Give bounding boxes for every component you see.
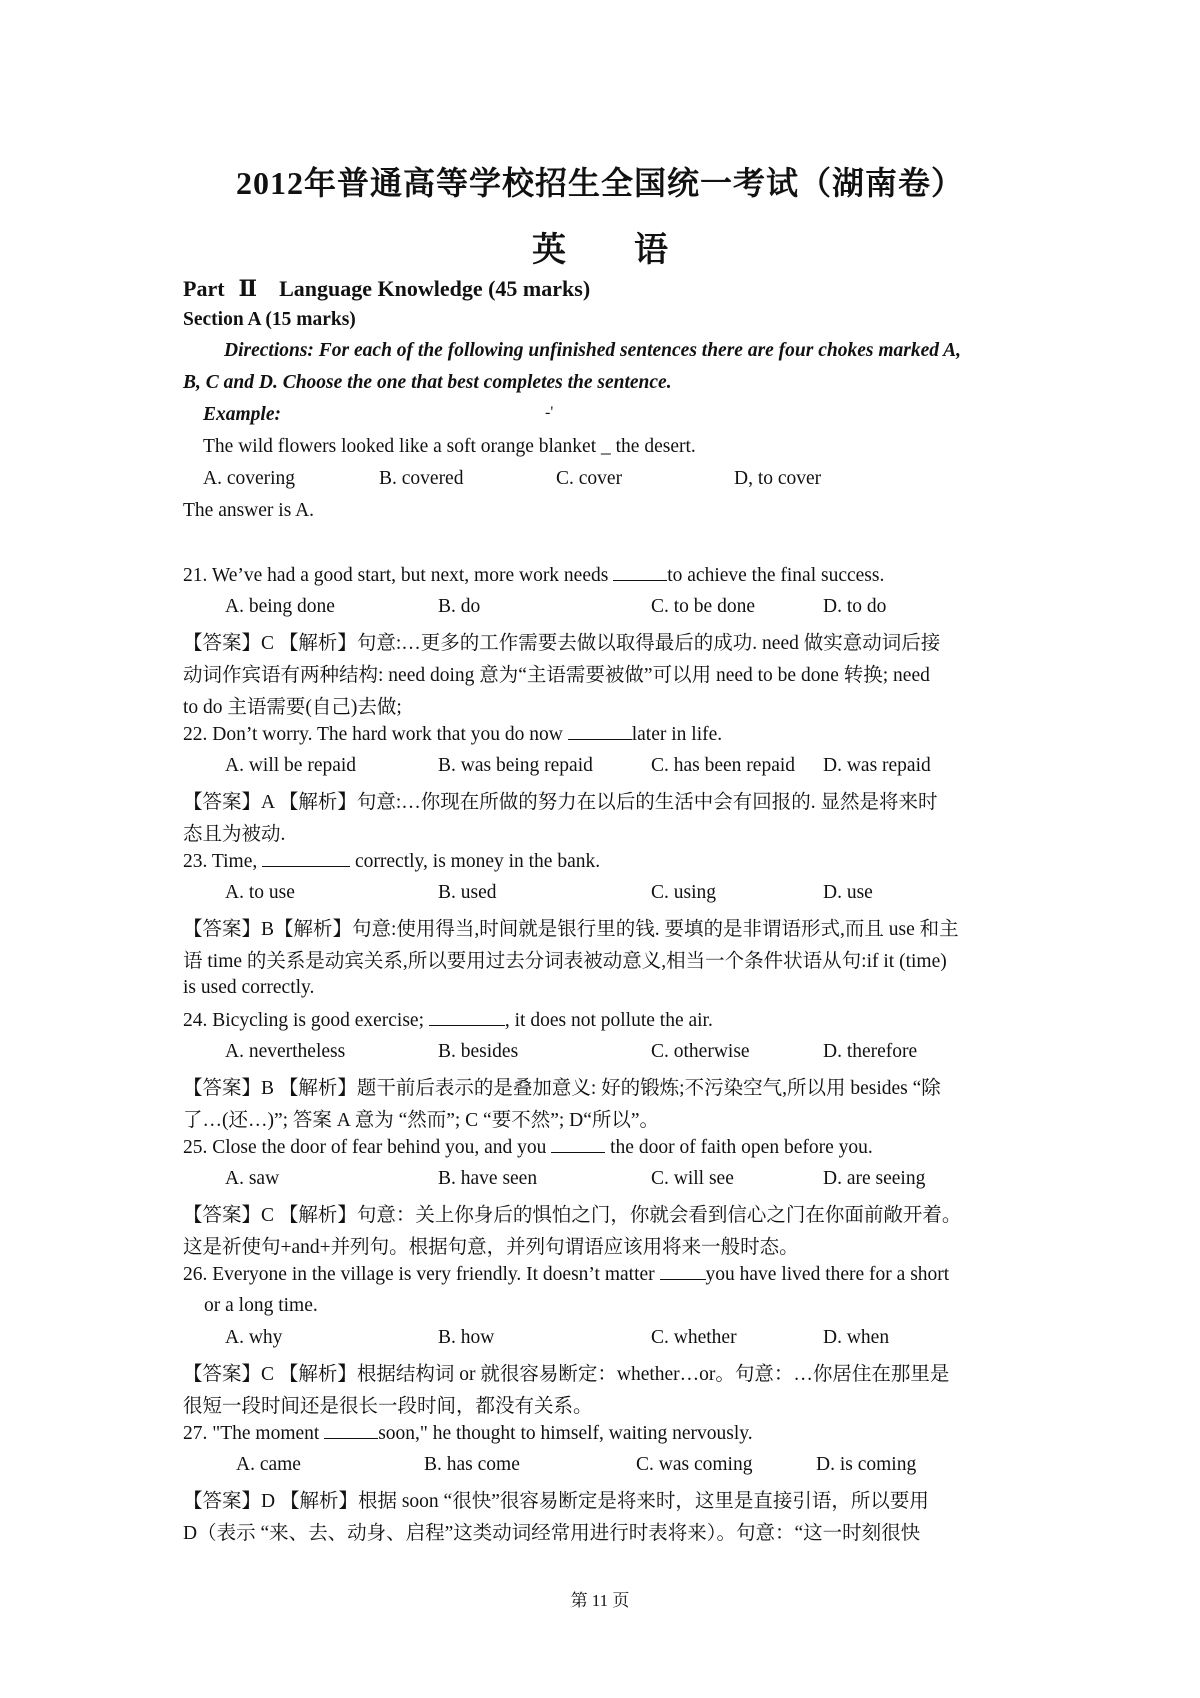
subject-char-2: 语	[634, 232, 668, 269]
question-22	[183, 723, 722, 746]
option-a: A. nevertheless	[225, 1041, 346, 1062]
example-option-d: D, to cover	[734, 468, 822, 489]
option-a: A. being done	[225, 596, 335, 617]
example-label: Example:	[203, 404, 281, 425]
question-text-end: the door of faith open before you.	[605, 1137, 873, 1158]
answer-blank	[613, 564, 667, 581]
part-roman: Ⅱ	[238, 276, 258, 301]
option-b: B. was being repaid	[438, 755, 593, 776]
analysis-line: 态且为被动.	[183, 824, 286, 845]
example-option-c: C. cover	[556, 468, 623, 489]
example-mark: -'	[545, 404, 554, 421]
analysis-line: 【答案】C 【解析】句意:…更多的工作需要去做以取得最后的成功. need 做实意动词后接	[183, 633, 941, 654]
analysis-line: 【答案】A 【解析】句意:…你现在所做的努力在以后的生活中会有回报的. 显然是将来时	[183, 792, 938, 813]
analysis-line: 语 time 的关系是动宾关系,所以要用过去分词表被动意义,相当一个条件状语从句:if it (time)	[183, 951, 947, 972]
example-option-a: A. covering	[203, 468, 296, 489]
option-b: B. do	[438, 596, 481, 617]
option-b: B. how	[438, 1327, 495, 1348]
part-label: Part	[183, 276, 225, 301]
analysis-line: is used correctly.	[183, 977, 315, 998]
question-26	[183, 1263, 949, 1286]
answer-blank	[551, 1136, 605, 1153]
option-d: D. therefore	[823, 1041, 918, 1062]
question-text-end: later in life.	[631, 724, 723, 745]
option-b: B. has come	[424, 1454, 520, 1475]
question-text-end: soon," he thought to himself, waiting nervously.	[378, 1423, 753, 1444]
question-26-line-2: or a long time.	[204, 1295, 318, 1316]
option-a: A. came	[236, 1454, 301, 1475]
question-text: 25. Close the door of fear behind you, and you	[183, 1137, 552, 1158]
question-text: 27. "The moment	[183, 1423, 325, 1444]
question-24	[183, 1009, 713, 1032]
option-a: A. to use	[225, 882, 295, 903]
answer-blank	[429, 1009, 505, 1026]
question-21	[183, 564, 884, 587]
question-text: 26. Everyone in the village is very friendly. It doesn’t matter	[183, 1264, 660, 1285]
answer-blank	[262, 850, 350, 867]
question-text: 21. We’ve had a good start, but next, more work needs	[183, 565, 614, 586]
option-d: D. was repaid	[823, 755, 931, 776]
subject-char-1: 英	[532, 232, 566, 269]
directions-line-2: B, C and D. Choose the one that best completes the sentence.	[183, 372, 672, 393]
directions-line-1: Directions: For each of the following unfinished sentences there are four chokes marked A,	[224, 340, 962, 361]
analysis-line: 【答案】C 【解析】根据结构词 or 就很容易断定：whether…or。句意：…你居住在那里是	[183, 1364, 950, 1385]
option-c: C. to be done	[651, 596, 755, 617]
option-d: D. use	[823, 882, 873, 903]
analysis-line: D（表示 “来、去、动身、启程”这类动词经常用进行时表将来）。句意：“这一时刻很快	[183, 1523, 921, 1544]
analysis-line: 【答案】B 【解析】题干前后表示的是叠加意义: 好的锻炼;不污染空气,所以用 besides “除	[183, 1078, 941, 1099]
part-heading	[183, 276, 590, 302]
exam-title: 2012年普通高等学校招生全国统一考试（湖南卷）	[235, 165, 964, 201]
question-text: 24. Bicycling is good exercise;	[183, 1010, 429, 1031]
question-text-end: you have lived there for a short	[705, 1264, 950, 1285]
option-d: D. when	[823, 1327, 890, 1348]
option-a: A. will be repaid	[225, 755, 357, 776]
answer-blank	[660, 1263, 706, 1280]
option-c: C. has been repaid	[651, 755, 796, 776]
option-a: A. why	[225, 1327, 283, 1348]
analysis-line: 【答案】D 【解析】根据 soon “很快”很容易断定是将来时，这里是直接引语，所以要用	[183, 1491, 929, 1512]
question-27	[183, 1422, 753, 1445]
analysis-line: 很短一段时间还是很长一段时间，都没有关系。	[183, 1396, 593, 1417]
option-b: B. used	[438, 882, 497, 903]
question-25	[183, 1136, 873, 1159]
option-c: C. will see	[651, 1168, 734, 1189]
analysis-line: 了…(还…)”; 答案 A 意为 “然而”; C “要不然”; D“所以”。	[183, 1110, 660, 1131]
example-option-b: B. covered	[379, 468, 464, 489]
section-heading: Section A (15 marks)	[183, 309, 356, 330]
question-text: 22. Don’t worry. The hard work that you do now	[183, 724, 568, 745]
analysis-line: 【答案】C 【解析】句意：关上你身后的惧怕之门，你就会看到信心之门在你面前敞开着。	[183, 1205, 962, 1226]
option-c: C. was coming	[636, 1454, 753, 1475]
page-number: 第 11 页	[570, 1591, 630, 1610]
question-text: 23. Time,	[183, 851, 263, 872]
analysis-line: 动词作宾语有两种结构: need doing 意为“主语需要被做”可以用 need to be done 转换; need	[183, 665, 930, 686]
analysis-line: 【答案】B【解析】句意:使用得当,时间就是银行里的钱. 要填的是非谓语形式,而且 use 和主	[183, 919, 959, 940]
question-text-end: correctly, is money in the bank.	[350, 851, 601, 872]
answer-blank	[568, 723, 632, 740]
example-sentence: The wild flowers looked like a soft orange blanket _ the desert.	[203, 436, 696, 457]
question-text-end: to achieve the final success.	[667, 565, 885, 586]
part-title: Language Knowledge (45 marks)	[279, 276, 591, 301]
option-c: C. using	[651, 882, 717, 903]
option-c: C. whether	[651, 1327, 737, 1348]
answer-blank	[324, 1422, 378, 1439]
analysis-line: 这是祈使句+and+并列句。根据句意，并列句谓语应该用将来一般时态。	[183, 1237, 799, 1258]
question-text-end: , it does not pollute the air.	[504, 1010, 713, 1031]
analysis-line: to do 主语需要(自己)去做;	[183, 697, 402, 718]
option-b: B. have seen	[438, 1168, 538, 1189]
option-c: C. otherwise	[651, 1041, 750, 1062]
question-23	[183, 850, 600, 873]
option-d: D. to do	[823, 596, 887, 617]
example-answer: The answer is A.	[183, 500, 315, 521]
option-d: D. are seeing	[823, 1168, 926, 1189]
subject-heading	[0, 222, 1200, 271]
option-b: B. besides	[438, 1041, 519, 1062]
option-a: A. saw	[225, 1168, 280, 1189]
option-d: D. is coming	[816, 1454, 917, 1475]
